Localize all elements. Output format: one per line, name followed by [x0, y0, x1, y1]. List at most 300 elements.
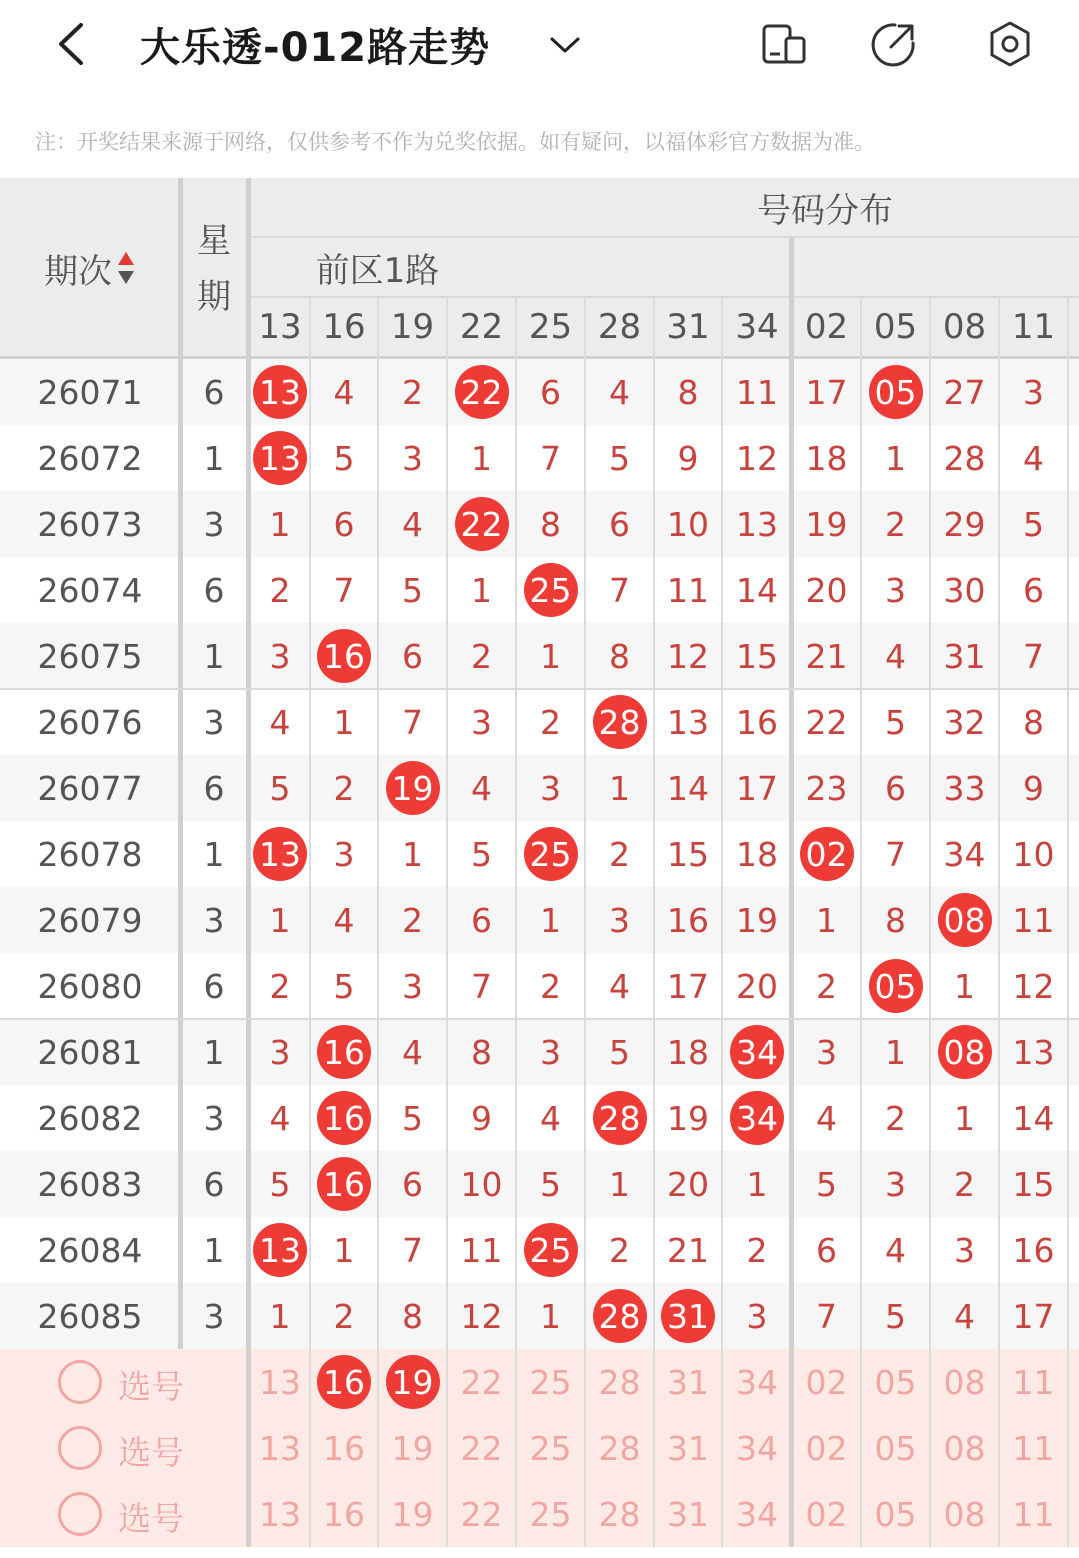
table-row: [0, 359, 1079, 425]
omission-cell: 21: [667, 1230, 709, 1270]
omission-cell: 1: [269, 504, 291, 544]
hit-cell: [250, 425, 310, 491]
table-row: [0, 623, 1079, 689]
omission-cell: 3: [540, 1032, 561, 1072]
hit-ball: 22: [455, 365, 509, 419]
omission-cell: 17: [667, 966, 709, 1006]
week-cell: 3: [203, 1098, 225, 1138]
week-cell: 6: [203, 570, 225, 610]
omission-cell: 10: [667, 504, 709, 544]
pick-number-cell[interactable]: 25: [529, 1428, 572, 1468]
hit-cell: [250, 359, 310, 425]
column-divider: [998, 298, 1000, 1547]
omission-cell: 2: [746, 1230, 768, 1270]
omission-cell: 2: [269, 570, 291, 610]
omission-cell: 4: [816, 1098, 837, 1138]
omission-cell: 2: [402, 900, 423, 940]
table-row: [0, 755, 1079, 821]
pick-number-cell[interactable]: 22: [460, 1362, 503, 1402]
omission-cell: 3: [402, 438, 423, 478]
pick-number-cell[interactable]: 34: [736, 1362, 778, 1402]
omission-cell: 32: [943, 702, 986, 742]
table-row: [0, 953, 1079, 1019]
omission-cell: 16: [667, 900, 709, 940]
omission-cell: 1: [471, 438, 492, 478]
column-divider: [377, 298, 379, 1547]
omission-cell: 12: [460, 1296, 503, 1336]
pick-radio[interactable]: [58, 1426, 102, 1470]
pick-number-cell[interactable]: 16: [323, 1494, 365, 1534]
omission-cell: 3: [1023, 372, 1044, 412]
hit-cell: [585, 1085, 654, 1151]
omission-cell: 1: [816, 900, 837, 940]
table-row: [0, 689, 1079, 755]
week-cell: 3: [203, 702, 225, 742]
selected-ball[interactable]: 19: [386, 1355, 440, 1409]
pick-row: [0, 1415, 1079, 1481]
omission-cell: 3: [885, 570, 906, 610]
pick-number-cell[interactable]: 16: [323, 1428, 365, 1468]
hit-cell: [447, 491, 516, 557]
omission-cell: 16: [736, 702, 778, 742]
hit-ball: 08: [938, 1025, 992, 1079]
table-row: [0, 821, 1079, 887]
column-divider: [584, 298, 586, 1547]
page-title[interactable]: 大乐透-012路走势: [140, 25, 491, 71]
omission-cell: 4: [333, 900, 355, 940]
hit-ball: 31: [661, 1289, 715, 1343]
omission-cell: 1: [609, 768, 630, 808]
omission-cell: 5: [609, 1032, 630, 1072]
omission-cell: 2: [609, 1230, 630, 1270]
sort-icon[interactable]: [116, 250, 136, 286]
hit-cell: [654, 1283, 722, 1349]
pick-number-cell[interactable]: 31: [667, 1428, 709, 1468]
period-cell: 26075: [37, 636, 143, 676]
omission-cell: 9: [1023, 768, 1044, 808]
table-row: [0, 1085, 1079, 1151]
column-header: 02: [804, 307, 849, 347]
period-cell: 26073: [37, 504, 143, 544]
hit-ball: 25: [524, 563, 578, 617]
omission-cell: 19: [805, 504, 848, 544]
period-cell: 26082: [37, 1098, 143, 1138]
omission-cell: 31: [943, 636, 986, 676]
omission-cell: 17: [736, 768, 778, 808]
omission-cell: 1: [471, 570, 492, 610]
chevron-down-icon[interactable]: [540, 20, 590, 70]
omission-cell: 2: [333, 768, 355, 808]
period-header-label: 期次: [44, 251, 112, 292]
pick-number-cell[interactable]: 28: [598, 1428, 641, 1468]
omission-cell: 5: [885, 702, 906, 742]
omission-cell: 3: [269, 636, 291, 676]
column-divider: [178, 178, 183, 1349]
pick-label[interactable]: 选号: [118, 1433, 184, 1472]
hit-cell: [722, 1085, 792, 1151]
omission-cell: 7: [540, 438, 561, 478]
hit-cell: [310, 1085, 378, 1151]
pick-number-cell[interactable]: 28: [598, 1494, 641, 1534]
pick-number-cell[interactable]: [310, 1349, 378, 1415]
omission-cell: 12: [736, 438, 778, 478]
pick-number-cell[interactable]: 25: [529, 1362, 572, 1402]
hit-ball: 22: [455, 497, 509, 551]
omission-cell: 8: [677, 372, 699, 412]
period-cell: 26071: [37, 372, 143, 412]
row-group-divider: [0, 1018, 1079, 1020]
column-header: 13: [258, 307, 302, 347]
table-row: [0, 425, 1079, 491]
pick-radio[interactable]: [58, 1492, 102, 1536]
week-cell: 6: [203, 1164, 225, 1204]
hit-cell: [930, 887, 999, 953]
pick-number-cell[interactable]: 25: [529, 1494, 572, 1534]
column-divider: [789, 238, 794, 1547]
omission-cell: 1: [885, 1032, 906, 1072]
period-cell: 26072: [37, 438, 143, 478]
omission-cell: 5: [402, 570, 423, 610]
omission-cell: 11: [460, 1230, 503, 1270]
omission-cell: 2: [540, 966, 561, 1006]
share-icon[interactable]: [866, 16, 922, 72]
disclaimer-notice: 注：开奖结果来源于网络，仅供参考不作为兑奖依据。如有疑问，以福体彩官方数据为准。: [35, 130, 875, 154]
omission-cell: 5: [333, 966, 355, 1006]
omission-cell: 1: [333, 1230, 355, 1270]
omission-cell: 3: [816, 1032, 837, 1072]
period-header[interactable]: [0, 178, 180, 358]
omission-cell: 15: [1012, 1164, 1055, 1204]
hit-ball: 16: [317, 1091, 371, 1145]
week-cell: 6: [203, 966, 225, 1006]
omission-cell: 6: [402, 636, 423, 676]
pick-number-cell[interactable]: 05: [874, 1428, 917, 1468]
omission-cell: 4: [471, 768, 492, 808]
period-cell: 26077: [37, 768, 143, 808]
hit-ball: 08: [938, 893, 992, 947]
omission-cell: 1: [402, 834, 423, 874]
omission-cell: 3: [402, 966, 423, 1006]
hit-ball: 13: [253, 827, 307, 881]
omission-cell: 5: [1023, 504, 1044, 544]
omission-cell: 7: [816, 1296, 837, 1336]
hit-cell: [310, 623, 378, 689]
omission-cell: 3: [540, 768, 561, 808]
hit-cell: [930, 1019, 999, 1085]
omission-cell: 4: [954, 1296, 975, 1336]
omission-cell: 6: [885, 768, 906, 808]
omission-cell: 4: [402, 1032, 423, 1072]
pick-number-cell[interactable]: 08: [943, 1362, 986, 1402]
omission-cell: 7: [471, 966, 492, 1006]
hit-ball: 19: [386, 761, 440, 815]
omission-cell: 21: [805, 636, 848, 676]
settings-icon[interactable]: [982, 16, 1038, 72]
omission-cell: 5: [269, 1164, 291, 1204]
omission-cell: 1: [746, 1164, 768, 1204]
pick-number-cell[interactable]: 13: [259, 1362, 301, 1402]
table-row: [0, 491, 1079, 557]
omission-cell: 2: [609, 834, 630, 874]
column-divider: [860, 298, 862, 1547]
pick-number-cell[interactable]: 28: [598, 1362, 641, 1402]
week-cell: 1: [203, 636, 225, 676]
omission-cell: 16: [1012, 1230, 1055, 1270]
omission-cell: 7: [402, 1230, 423, 1270]
hit-ball: 34: [730, 1091, 784, 1145]
omission-cell: 8: [471, 1032, 492, 1072]
pick-number-cell[interactable]: 08: [943, 1494, 986, 1534]
omission-cell: 22: [805, 702, 848, 742]
hit-ball: 16: [317, 1157, 371, 1211]
omission-cell: 14: [1012, 1098, 1055, 1138]
omission-cell: 15: [667, 834, 709, 874]
omission-cell: 4: [885, 636, 906, 676]
pick-number-cell[interactable]: 34: [736, 1428, 778, 1468]
hit-cell: [310, 1151, 378, 1217]
omission-cell: 8: [540, 504, 561, 544]
table-row: [0, 1283, 1079, 1349]
omission-cell: 11: [1012, 900, 1055, 940]
omission-cell: 8: [402, 1296, 423, 1336]
hit-ball: 05: [869, 959, 923, 1013]
period-cell: 26083: [37, 1164, 143, 1204]
hit-cell: [585, 1283, 654, 1349]
period-cell: 26079: [37, 900, 143, 940]
omission-cell: 1: [954, 966, 975, 1006]
omission-cell: 1: [609, 1164, 630, 1204]
pick-number-cell[interactable]: 05: [874, 1362, 917, 1402]
column-header: 08: [942, 307, 987, 347]
hit-cell: [516, 1217, 585, 1283]
omission-cell: 5: [471, 834, 492, 874]
hit-cell: [250, 821, 310, 887]
week-header-bottom: 期: [197, 276, 231, 317]
week-cell: 6: [203, 372, 225, 412]
omission-cell: 4: [402, 504, 423, 544]
omission-cell: 1: [954, 1098, 975, 1138]
pick-number-cell[interactable]: 31: [667, 1362, 709, 1402]
pick-row: [0, 1481, 1079, 1547]
column-divider: [653, 298, 655, 1547]
week-cell: 6: [203, 768, 225, 808]
omission-cell: 7: [1023, 636, 1044, 676]
column-header: 25: [528, 307, 573, 347]
omission-cell: 6: [402, 1164, 423, 1204]
week-cell: 1: [203, 438, 225, 478]
week-cell: 1: [203, 834, 225, 874]
period-cell: 26074: [37, 570, 143, 610]
omission-cell: 4: [269, 702, 291, 742]
group-title: 号码分布: [757, 190, 893, 231]
table-row: [0, 1217, 1079, 1283]
pick-number-cell[interactable]: [378, 1349, 447, 1415]
omission-cell: 6: [471, 900, 492, 940]
table-row: [0, 1151, 1079, 1217]
omission-cell: 7: [885, 834, 906, 874]
omission-cell: 23: [805, 768, 848, 808]
pick-number-cell[interactable]: 08: [943, 1428, 986, 1468]
omission-cell: 10: [1012, 834, 1055, 874]
hit-cell: [516, 557, 585, 623]
pick-number-cell[interactable]: 02: [805, 1428, 848, 1468]
column-divider: [1067, 298, 1069, 1547]
omission-cell: 4: [609, 966, 630, 1006]
column-header: 16: [322, 307, 366, 347]
omission-cell: 3: [471, 702, 492, 742]
omission-cell: 4: [333, 372, 355, 412]
omission-cell: 1: [333, 702, 355, 742]
omission-cell: 1: [540, 900, 561, 940]
omission-cell: 13: [1012, 1032, 1055, 1072]
omission-cell: 5: [333, 438, 355, 478]
week-cell: 3: [203, 900, 225, 940]
omission-cell: 3: [333, 834, 355, 874]
pick-number-cell[interactable]: 02: [805, 1494, 848, 1534]
hit-cell: [447, 359, 516, 425]
omission-cell: 15: [736, 636, 778, 676]
hit-cell: [861, 359, 930, 425]
pick-number-cell[interactable]: 19: [391, 1494, 434, 1534]
omission-cell: 3: [269, 1032, 291, 1072]
trend-table: [0, 178, 1079, 1558]
omission-cell: 4: [885, 1230, 906, 1270]
hit-cell: [378, 755, 447, 821]
omission-cell: 18: [667, 1032, 709, 1072]
omission-cell: 14: [736, 570, 778, 610]
divider: [250, 236, 1079, 238]
pick-number-cell[interactable]: 11: [1012, 1428, 1055, 1468]
period-cell: 26085: [37, 1296, 143, 1336]
omission-cell: 2: [540, 702, 561, 742]
week-cell: 1: [203, 1230, 225, 1270]
top-bar: [0, 0, 1079, 95]
week-header-top: 星: [197, 220, 231, 261]
omission-cell: 6: [609, 504, 630, 544]
omission-cell: 2: [954, 1164, 975, 1204]
pick-number-cell[interactable]: 19: [391, 1428, 434, 1468]
omission-cell: 5: [885, 1296, 906, 1336]
omission-cell: 1: [885, 438, 906, 478]
omission-cell: 17: [1012, 1296, 1055, 1336]
omission-cell: 4: [269, 1098, 291, 1138]
hit-ball: 05: [869, 365, 923, 419]
pick-number-cell[interactable]: 11: [1012, 1494, 1055, 1534]
hit-ball: 25: [524, 827, 578, 881]
hit-ball: 28: [593, 695, 647, 749]
omission-cell: 34: [943, 834, 986, 874]
pick-label[interactable]: 选号: [118, 1499, 184, 1538]
period-cell: 26081: [37, 1032, 143, 1072]
omission-cell: 6: [816, 1230, 837, 1270]
pick-number-cell[interactable]: 22: [460, 1494, 503, 1534]
pick-label[interactable]: 选号: [118, 1367, 184, 1406]
hit-ball: 13: [253, 365, 307, 419]
table-row: [0, 887, 1079, 953]
column-header: 34: [735, 307, 779, 347]
pick-number-cell[interactable]: 34: [736, 1494, 778, 1534]
column-header: 28: [597, 307, 642, 347]
omission-cell: 1: [269, 900, 291, 940]
omission-cell: 13: [736, 504, 778, 544]
omission-cell: 7: [609, 570, 630, 610]
column-divider: [246, 178, 251, 1547]
pick-number-cell[interactable]: 13: [259, 1494, 301, 1534]
omission-cell: 4: [1023, 438, 1044, 478]
pick-row: [0, 1349, 1079, 1415]
omission-cell: 9: [677, 438, 699, 478]
omission-cell: 30: [943, 570, 986, 610]
omission-cell: 8: [885, 900, 906, 940]
hit-cell: [585, 689, 654, 755]
week-cell: 1: [203, 1032, 225, 1072]
pick-number-cell[interactable]: 13: [259, 1428, 301, 1468]
pick-number-cell[interactable]: 31: [667, 1494, 709, 1534]
omission-cell: 3: [609, 900, 630, 940]
hit-cell: [250, 1217, 310, 1283]
hit-cell: [792, 821, 861, 887]
pick-number-cell[interactable]: 22: [460, 1428, 503, 1468]
column-header: 19: [390, 307, 435, 347]
selected-ball[interactable]: 16: [317, 1355, 371, 1409]
omission-cell: 27: [943, 372, 986, 412]
hit-ball: 16: [317, 1025, 371, 1079]
hit-cell: [861, 953, 930, 1019]
omission-cell: 6: [333, 504, 355, 544]
omission-cell: 29: [943, 504, 986, 544]
column-header: 22: [459, 307, 504, 347]
omission-cell: 2: [471, 636, 492, 676]
omission-cell: 28: [943, 438, 986, 478]
pick-number-cell[interactable]: 11: [1012, 1362, 1055, 1402]
omission-cell: 1: [540, 1296, 561, 1336]
table-row: [0, 1019, 1079, 1085]
row-group-divider: [0, 688, 1079, 690]
omission-cell: 7: [402, 702, 423, 742]
column-divider: [929, 298, 931, 1547]
omission-cell: 4: [609, 372, 630, 412]
omission-cell: 11: [667, 570, 709, 610]
hit-ball: 28: [593, 1091, 647, 1145]
pick-number-cell[interactable]: 05: [874, 1494, 917, 1534]
table-row: [0, 557, 1079, 623]
hit-cell: [722, 1019, 792, 1085]
hit-ball: 13: [253, 1223, 307, 1277]
omission-cell: 6: [1023, 570, 1044, 610]
omission-cell: 1: [269, 1296, 291, 1336]
omission-cell: 6: [540, 372, 561, 412]
omission-cell: 3: [746, 1296, 768, 1336]
pick-number-cell[interactable]: 02: [805, 1362, 848, 1402]
period-cell: 26080: [37, 966, 143, 1006]
omission-cell: 8: [1023, 702, 1044, 742]
omission-cell: 9: [471, 1098, 492, 1138]
column-divider: [515, 298, 517, 1547]
back-button[interactable]: [40, 12, 100, 76]
omission-cell: 5: [402, 1098, 423, 1138]
pick-radio[interactable]: [58, 1360, 102, 1404]
omission-cell: 3: [954, 1230, 975, 1270]
omission-cell: 12: [1012, 966, 1055, 1006]
omission-cell: 12: [667, 636, 709, 676]
omission-cell: 18: [805, 438, 848, 478]
omission-cell: 1: [540, 636, 561, 676]
column-header: 11: [1011, 307, 1056, 347]
omission-cell: 18: [736, 834, 778, 874]
layout-toggle-icon[interactable]: [756, 16, 812, 72]
column-divider: [309, 298, 311, 1547]
omission-cell: 8: [609, 636, 630, 676]
